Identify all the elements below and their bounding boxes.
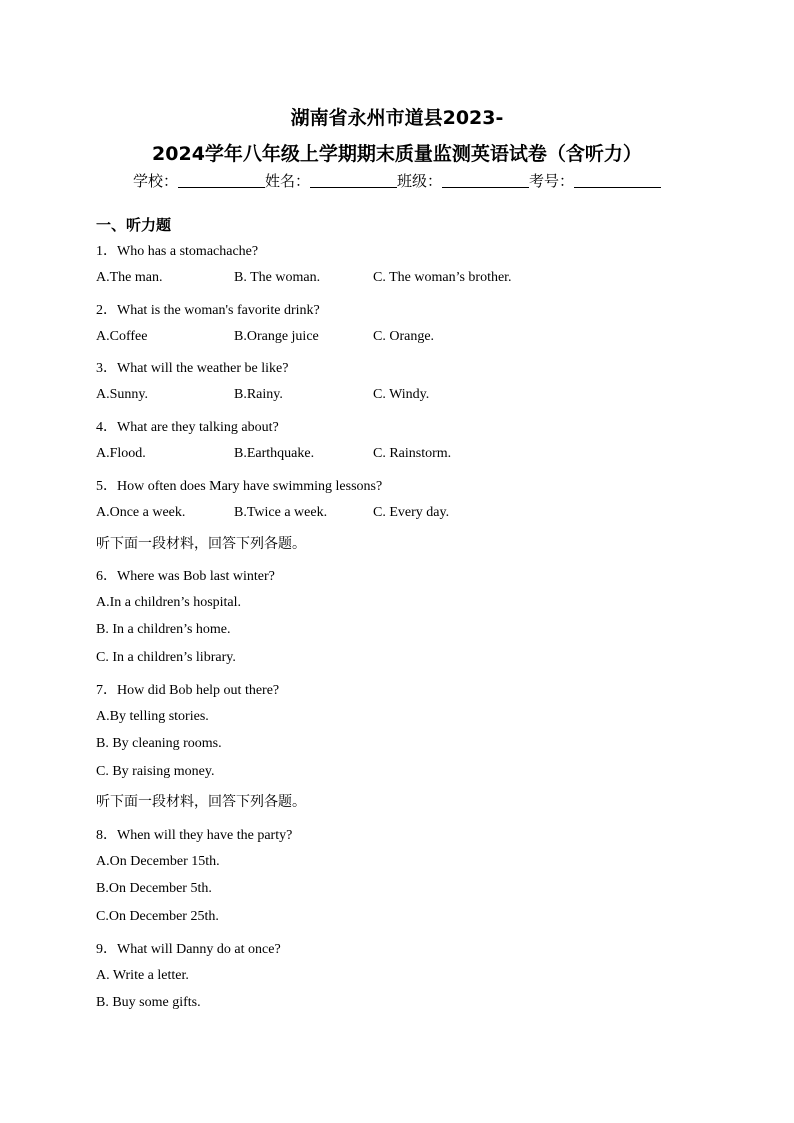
question-1: 1．Who has a stomachache? xyxy=(96,244,259,259)
q2-option-c: C. Orange. xyxy=(373,329,435,344)
q2-option-a: A.Coffee xyxy=(96,329,148,344)
q3-option-b: B.Rainy. xyxy=(234,387,283,402)
q8-option-b: B.On December 5th. xyxy=(96,881,212,896)
q6-option-b: B. In a children’s home. xyxy=(96,622,231,637)
q5-option-c: C. Every day. xyxy=(373,505,450,520)
q8-option-c: C.On December 25th. xyxy=(96,909,219,924)
question-6: 6．Where was Bob last winter? xyxy=(96,569,275,584)
q4-option-a: A.Flood. xyxy=(96,446,146,461)
q3-option-c: C. Windy. xyxy=(373,387,430,402)
q1-option-b: B. The woman. xyxy=(234,270,321,285)
name-blank[interactable] xyxy=(310,173,397,188)
instruction-2: 听下面一段材料，回答下列各题。 xyxy=(96,794,306,810)
school-blank[interactable] xyxy=(178,173,265,188)
section-heading: 一、听力题 xyxy=(96,216,172,234)
q1-option-c: C. The woman’s brother. xyxy=(373,270,512,285)
question-9: 9．What will Danny do at once? xyxy=(96,942,281,957)
q9-option-a: A. Write a letter. xyxy=(96,968,189,983)
question-4: 4．What are they talking about? xyxy=(96,420,279,435)
q8-option-a: A.On December 15th. xyxy=(96,854,220,869)
name-label: 姓名： xyxy=(264,172,310,190)
question-8: 8．When will they have the party? xyxy=(96,828,293,843)
page-title-line2: 2024学年八年级上学期期末质量监测英语试卷（含听力） xyxy=(152,143,642,165)
q4-option-b: B.Earthquake. xyxy=(234,446,315,461)
q7-option-c: C. By raising money. xyxy=(96,764,215,779)
instruction-1: 听下面一段材料，回答下列各题。 xyxy=(96,536,306,552)
class-label: 班级： xyxy=(397,172,443,190)
question-7: 7．How did Bob help out there? xyxy=(96,683,280,698)
q1-option-a: A.The man. xyxy=(96,270,163,285)
q3-option-a: A.Sunny. xyxy=(96,387,148,402)
class-blank[interactable] xyxy=(442,173,529,188)
question-5: 5．How often does Mary have swimming lessons? xyxy=(96,479,383,494)
q7-option-a: A.By telling stories. xyxy=(96,709,209,724)
q9-option-b: B. Buy some gifts. xyxy=(96,995,201,1010)
student-info xyxy=(0,170,794,191)
q6-option-a: A.In a children’s hospital. xyxy=(96,595,242,610)
school-label: 学校： xyxy=(132,172,178,190)
number-label: 考号： xyxy=(529,172,575,190)
question-2: 2．What is the woman's favorite drink? xyxy=(96,303,320,318)
q7-option-b: B. By cleaning rooms. xyxy=(96,736,222,751)
q6-option-c: C. In a children’s library. xyxy=(96,650,236,665)
number-blank[interactable] xyxy=(574,173,661,188)
page-title-line1: 湖南省永州市道县2023- xyxy=(290,107,504,129)
q4-option-c: C. Rainstorm. xyxy=(373,446,452,461)
q5-option-b: B.Twice a week. xyxy=(234,505,328,520)
q5-option-a: A.Once a week. xyxy=(96,505,186,520)
question-3: 3．What will the weather be like? xyxy=(96,361,289,376)
q2-option-b: B.Orange juice xyxy=(234,329,319,344)
